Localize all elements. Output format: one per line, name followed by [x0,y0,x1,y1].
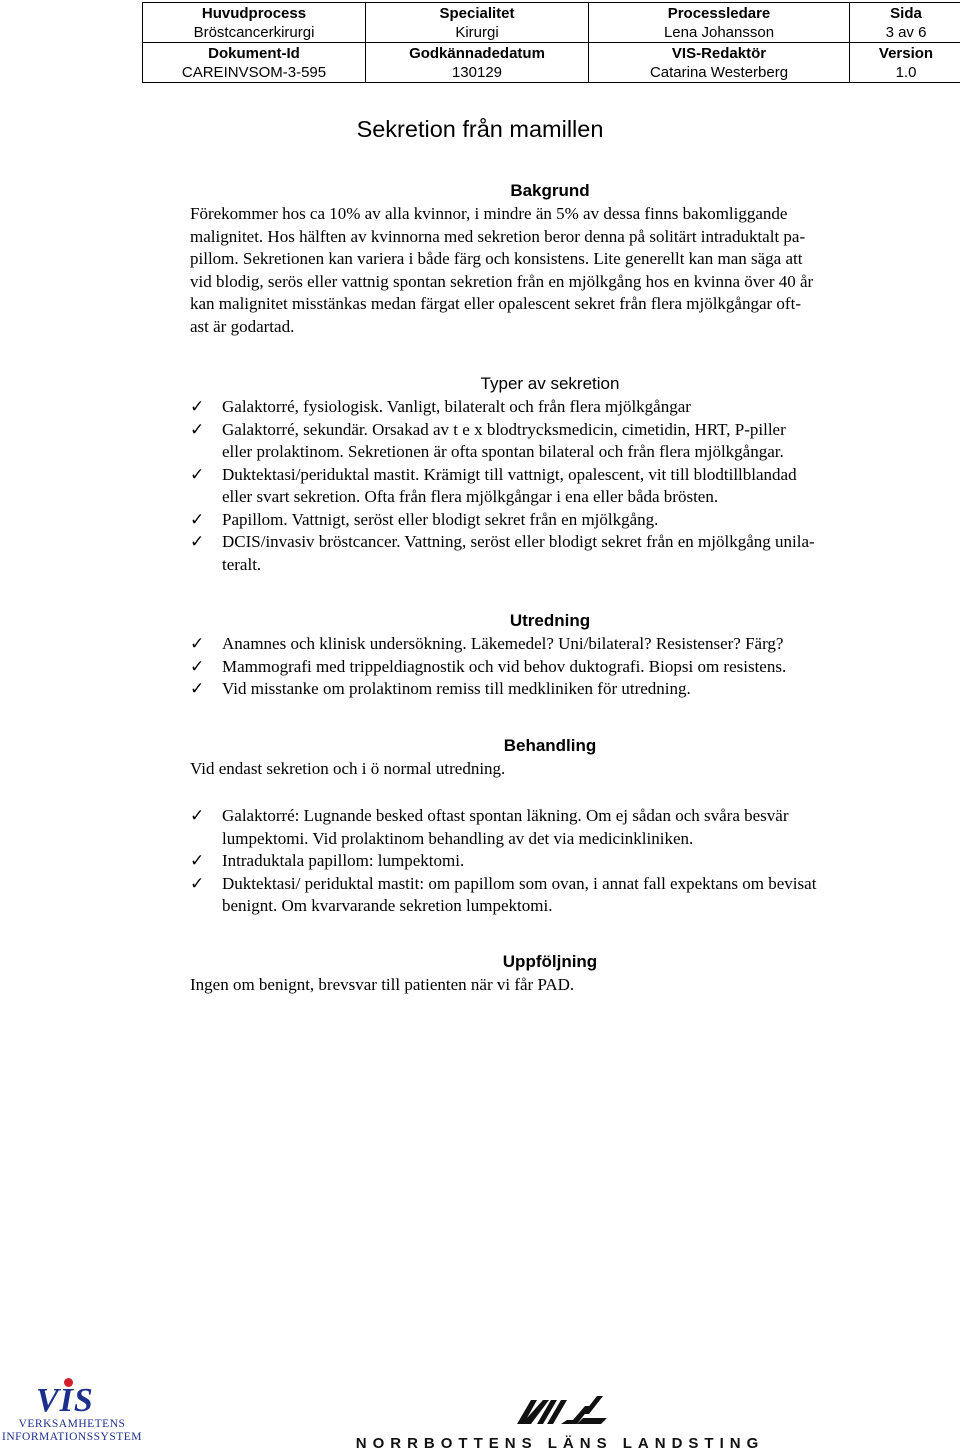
text-line: ast är godartad. [190,316,295,336]
vis-logo-line2: INFORMATIONSSYSTEM [2,1431,142,1443]
header-value: Catarina Westerberg [649,63,789,81]
checkmark-icon: ✓ [190,873,205,894]
behandling-intro: Vid endast sekretion och i ö normal utredning. [190,759,506,778]
list-item [190,656,920,679]
header-value: Lena Johansson [663,23,775,41]
header-cell-sida [850,3,960,43]
uppfoljning-text: Ingen om benignt, brevsvar till patienten när vi får PAD. [190,975,575,994]
list-item [190,633,920,656]
header-value: 3 av 6 [885,23,927,41]
list-item [190,873,920,918]
section-heading-utredning: Utredning [509,611,591,630]
section-heading-uppfoljning: Uppföljning [502,952,598,971]
header-cell-godkannandedatum [366,43,589,83]
checkmark-icon: ✓ [190,634,205,654]
page-title: Sekretion från mamillen [356,116,604,142]
text-line: lumpektomi. Vid prolaktinom behandling av det via medicinkliniken. [222,828,694,848]
text-line: vid blodig, serös eller vattnig spontan sekretion från en mjölkgång hos en kvinna över 40 år [190,271,814,291]
header-value: CAREINVSOM-3-595 [181,63,327,81]
text-line: Vid misstanke om prolaktinom remiss till medkliniken för utredning. [222,679,691,698]
header-label: Version [878,44,934,62]
header-cell-huvudprocess [143,3,366,43]
checkmark-icon: ✓ [190,851,205,871]
text-line: Intraduktala papillom: lumpektomi. [222,851,465,870]
vis-logo-line1: VERKSAMHETENS [18,1418,126,1430]
header-cell-version [850,43,960,83]
header-cell-processledare [589,3,850,43]
checkmark-icon: ✓ [190,397,205,417]
text-line: Duktektasi/ periduktal mastit: om papillom som ovan, i annat fall expektans om bevisat [222,873,817,893]
header-label: Huvudprocess [201,4,307,22]
typer-list [190,396,920,576]
vis-logo-word: VIS [36,1382,94,1419]
list-item [190,531,920,576]
text-line: Duktektasi/periduktal mastit. Krämigt till vattnigt, opalescent, vit till blodtillblandad [222,464,797,484]
header-value: 1.0 [895,63,917,81]
text-line: pillom. Sekretionen kan variera i både färg och konsistens. Lite generellt kan man säga att [190,249,803,268]
text-line: Galaktorré, fysiologisk. Vanligt, bilateralt och från flera mjölkgångar [222,397,691,416]
text-line: Galaktorré, sekundär. Orsakad av t e x blodtrycksmedicin, cimetidin, HRT, P-piller [222,419,786,439]
text-line: DCIS/invasiv bröstcancer. Vattning, seröst eller blodigt sekret från en mjölkgång unila- [222,532,815,551]
text-line: eller svart sekretion. Ofta från flera mjölkgångar i ena eller båda brösten. [222,487,719,506]
checkmark-icon: ✓ [190,509,205,530]
header-label: VIS-Redaktör [671,44,767,62]
list-item [190,396,920,419]
document-header-table [142,2,960,83]
text-line: teralt. [222,554,262,574]
header-cell-specialitet [366,3,589,43]
checkmark-icon: ✓ [190,532,205,552]
header-value: Bröstcancerkirurgi [193,23,315,41]
text-line: Papillom. Vattnigt, seröst eller blodigt sekret från en mjölkgång. [222,509,659,529]
list-item [190,805,920,850]
checkmark-icon: ✓ [190,656,205,677]
nll-logo-mark-icon [345,1392,775,1434]
vis-logo [2,1378,142,1448]
text-line: Anamnes och klinisk undersökning. Läkemedel? Uni/bilateral? Resistenser? Färg? [222,634,784,653]
header-label: Processledare [667,4,771,22]
header-cell-vis-redaktor [589,43,850,83]
header-label: Dokument-Id [208,44,300,62]
list-item [190,509,920,532]
text-line: Förekommer hos ca 10% av alla kvinnor, i mindre än 5% av dessa finns bakomliggande [190,204,788,223]
section-heading-behandling: Behandling [503,736,597,755]
text-line: Mammografi med trippeldiagnostik och vid behov duktografi. Biopsi om resistens. [222,656,787,676]
header-value: Kirurgi [455,23,499,41]
list-item [190,419,920,464]
text-line: benignt. Om kvarvarande sekretion lumpektomi. [222,896,553,915]
text-line: malignitet. Hos hälften av kvinnorna med sekretion beror denna på solitärt intraduktalt pa- [190,226,806,246]
header-cell-dokument-id [143,43,366,83]
header-label: Specialitet [439,4,515,22]
checkmark-icon: ✓ [190,464,205,485]
bakgrund-paragraph [190,203,920,338]
section-heading-typer: Typer av sekretion [480,374,620,393]
checkmark-icon: ✓ [190,679,205,699]
list-item [190,678,920,701]
section-heading-bakgrund: Bakgrund [510,181,590,200]
checkmark-icon: ✓ [190,806,205,826]
nll-logo [345,1392,775,1452]
text-line: kan malignitet misstänkas medan färgat eller opalescent sekret från flera mjölkgångar oft- [190,294,801,313]
utredning-list [190,633,920,701]
checkmark-icon: ✓ [190,419,205,440]
nll-logo-text: NORRBOTTENS LÄNS LANDSTING [355,1435,765,1452]
behandling-list [190,805,920,918]
header-label: Sida [890,4,922,22]
header-label: Godkännadedatum [409,44,545,62]
list-item [190,850,920,873]
text-line: Galaktorré: Lugnande besked oftast spontan läkning. Om ej sådan och svåra besvär [222,806,789,825]
list-item [190,464,920,509]
header-value: 130129 [451,63,503,81]
text-line: eller prolaktinom. Sekretionen är ofta spontan bilateral och från flera mjölkgångar. [222,442,784,461]
